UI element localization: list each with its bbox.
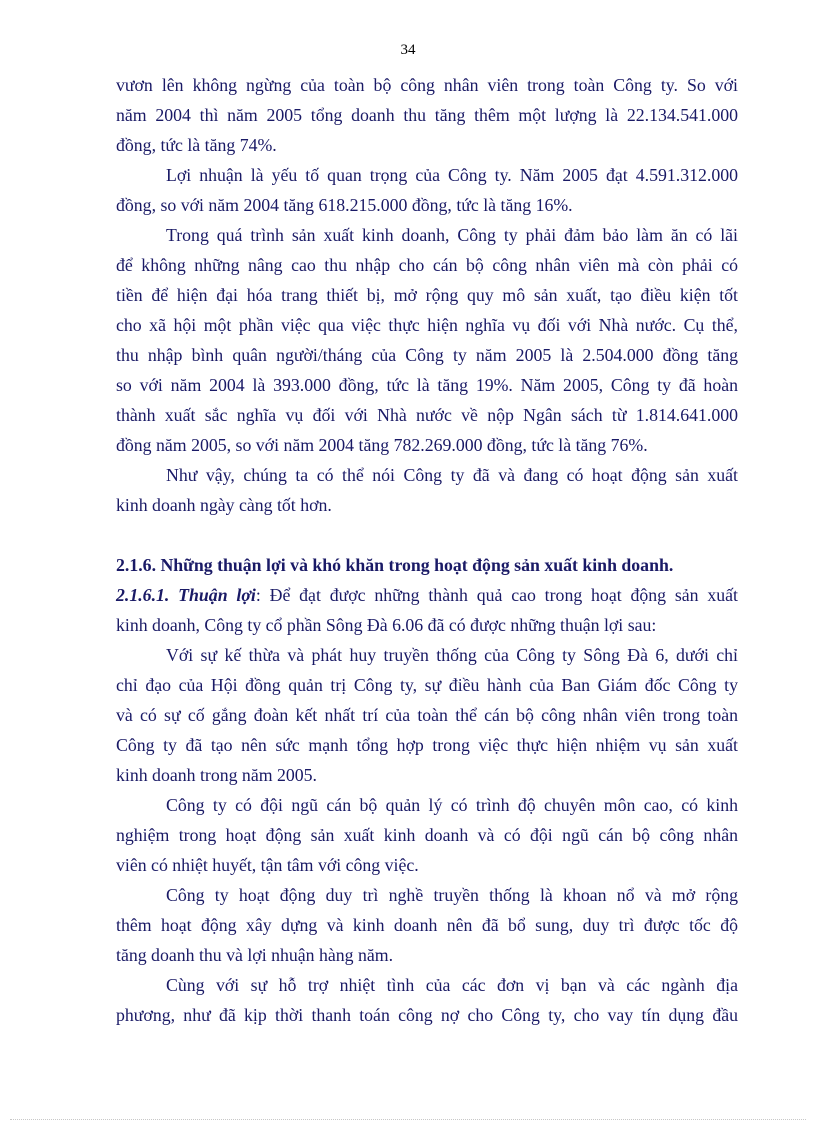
text-line: thành xuất sắc nghĩa vụ đối với Nhà nước về nộp Ngân sách từ 1.814.641.000	[116, 405, 738, 425]
text-line: viên có nhiệt huyết, tận tâm với công việc.	[116, 855, 419, 875]
text-line: kinh doanh trong năm 2005.	[116, 765, 318, 785]
text-line: kinh doanh, Công ty cổ phần Sông Đà 6.06 đã có được những thuận lợi sau:	[116, 615, 657, 635]
text-line: Lợi nhuận là yếu tố quan trọng của Công ty. Năm 2005 đạt 4.591.312.000	[166, 165, 738, 185]
text-line: thêm hoạt động xây dựng và kinh doanh nên đã bổ sung, duy trì được tốc độ	[116, 915, 738, 935]
text-line: năm 2004 thì năm 2005 tổng doanh thu tăng thêm một lượng là 22.134.541.000	[116, 105, 738, 125]
text-line: tăng doanh thu và lợi nhuận hàng năm.	[116, 945, 394, 965]
text-line: đồng năm 2005, so với năm 2004 tăng 782.269.000 đồng, tức là tăng 76%.	[116, 435, 648, 455]
text-line: phương, như đã kịp thời thanh toán công nợ cho Công ty, cho vay tín dụng đầu	[116, 1005, 738, 1025]
text-span: : Để đạt được những thành quả cao trong hoạt động sản xuất	[255, 585, 738, 605]
text-line: đồng, tức là tăng 74%.	[116, 135, 277, 155]
page-bottom-divider	[10, 1119, 806, 1120]
text-line: nghiệm trong hoạt động sản xuất kinh doanh và có đội ngũ cán bộ công nhân	[116, 825, 738, 845]
section-heading: 2.1.6. Những thuận lợi và khó khăn trong hoạt động sản xuất kinh doanh.	[116, 555, 674, 575]
subsection-heading: 2.1.6.1. Thuận lợi	[116, 585, 256, 605]
text-line: Công ty có đội ngũ cán bộ quản lý có trình độ chuyên môn cao, có kinh	[166, 795, 738, 815]
subsection-line	[116, 580, 738, 610]
text-line: cho xã hội một phần việc qua việc thực hiện nghĩa vụ đối với Nhà nước. Cụ thể,	[116, 315, 738, 335]
text-line: Với sự kế thừa và phát huy truyền thống của Công ty Sông Đà 6, dưới chỉ	[166, 645, 738, 665]
text-line: so với năm 2004 là 393.000 đồng, tức là tăng 19%. Năm 2005, Công ty đã hoàn	[116, 375, 738, 395]
text-line: Trong quá trình sản xuất kinh doanh, Công ty phải đảm bảo làm ăn có lãi	[166, 225, 738, 245]
text-line: chỉ đạo của Hội đồng quản trị Công ty, sự điều hành của Ban Giám đốc Công ty	[116, 675, 738, 695]
text-line: Công ty đã tạo nên sức mạnh tổng hợp trong việc thực hiện nhiệm vụ sản xuất	[116, 735, 738, 755]
text-line: thu nhập bình quân người/tháng của Công ty năm 2005 là 2.504.000 đồng tăng	[116, 345, 738, 365]
text-line: để không những nâng cao thu nhập cho cán bộ công nhân viên mà còn phải có	[116, 255, 738, 275]
document-body	[116, 70, 738, 1030]
text-line: Như vậy, chúng ta có thể nói Công ty đã và đang có hoạt động sản xuất	[166, 465, 738, 485]
text-line: Cùng với sự hỗ trợ nhiệt tình của các đơn vị bạn và các ngành địa	[166, 975, 738, 995]
text-line: Công ty hoạt động duy trì nghề truyền thống là khoan nổ và mở rộng	[166, 885, 738, 905]
text-line: vươn lên không ngừng của toàn bộ công nhân viên trong toàn Công ty. So với	[116, 75, 738, 95]
text-line: và có sự cố gắng đoàn kết nhất trí của toàn thể cán bộ công nhân viên trong toàn	[116, 705, 738, 725]
text-line: tiền để hiện đại hóa trang thiết bị, mở rộng quy mô sản xuất, tạo điều kiện tốt	[116, 285, 738, 305]
text-line: kinh doanh ngày càng tốt hơn.	[116, 495, 332, 515]
text-line: đồng, so với năm 2004 tăng 618.215.000 đồng, tức là tăng 16%.	[116, 195, 573, 215]
page-number: 34	[400, 42, 416, 58]
